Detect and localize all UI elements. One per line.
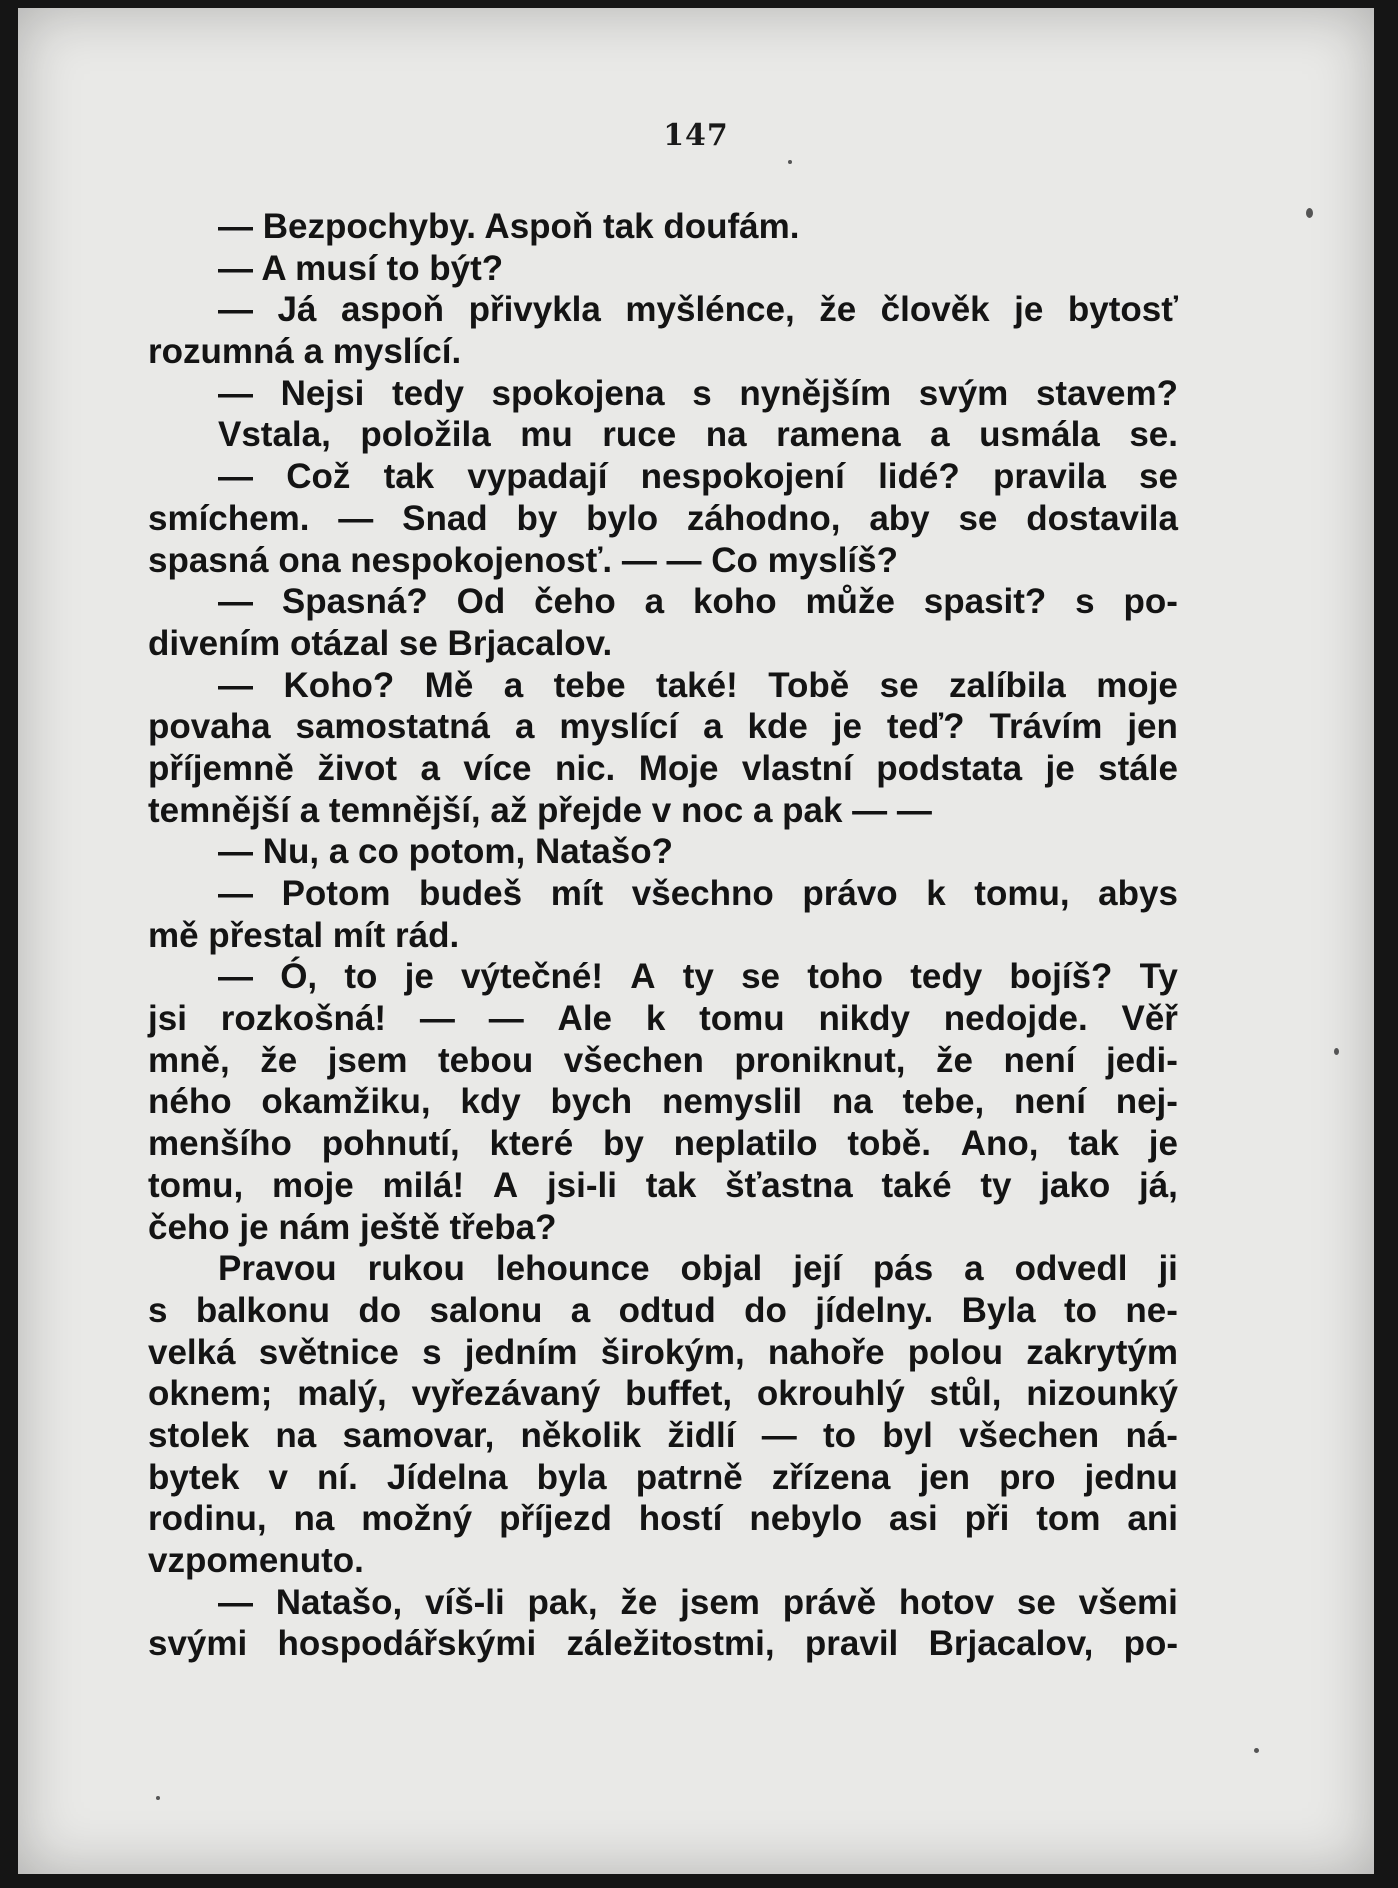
text-line: temnější a temnější, až přejde v noc a pak — — <box>148 790 932 830</box>
text-line: stolek na samovar, několik židlí — to byl všechen ná- <box>148 1415 1178 1455</box>
text-line: — Bezpochyby. Aspoň tak doufám. <box>218 207 800 246</box>
text-line: — Koho? Mě a tebe také! Tobě se zalíbila moje <box>218 665 1178 705</box>
text-line: tomu, moje milá! A jsi-li tak šťastna také ty jako já, <box>148 1165 1178 1205</box>
text-line: ného okamžiku, kdy bych nemyslil na tebe, není nej- <box>148 1082 1178 1122</box>
text-line: čeho je nám ještě třeba? <box>148 1207 557 1247</box>
text-line: Vstala, položila mu ruce na ramena a usmála se. <box>218 415 1178 455</box>
text-line: rodinu, na možný příjezd hostí nebylo asi při tom ani <box>148 1499 1178 1539</box>
paper-speck <box>788 160 792 164</box>
text-line: spasná ona nespokojenosť. — — Co myslíš? <box>148 540 899 580</box>
text-line: mě přestal mít rád. <box>148 915 460 955</box>
paper-speck <box>1306 208 1313 218</box>
text-line: — Natašo, víš-li pak, že jsem právě hotov se všemi <box>218 1582 1178 1622</box>
paper-speck <box>1254 1748 1259 1753</box>
text-line: — Nejsi tedy spokojena s nynějším svým stavem? <box>218 373 1178 413</box>
paper-speck <box>1334 1048 1339 1055</box>
text-line: — Ó, to je výtečné! A ty se toho tedy bojíš? Ty <box>218 957 1178 997</box>
text-line: — Já aspoň přivykla myšlénce, že člověk je bytosť <box>218 290 1178 330</box>
text-line: velká světnice s jedním širokým, nahoře polou zakrytým <box>148 1332 1178 1372</box>
text-line: — Což tak vypadají nespokojení lidé? pravila se <box>218 457 1178 497</box>
text-line: smíchem. — Snad by bylo záhodno, aby se dostavila <box>148 498 1178 538</box>
text-line: rozumná a myslící. <box>148 332 462 372</box>
book-page <box>18 8 1374 1874</box>
text-line: — Spasná? Od čeho a koho může spasit? s po- <box>218 582 1178 622</box>
text-line: Pravou rukou lehounce objal její pás a odvedl ji <box>218 1249 1178 1289</box>
text-line: mně, že jsem tebou všechen proniknut, že není jedi- <box>148 1040 1178 1080</box>
page-number: 147 <box>663 118 729 153</box>
text-line: menšího pohnutí, které by neplatilo tobě. Ano, tak je <box>148 1124 1178 1164</box>
text-line: vzpomenuto. <box>148 1541 364 1580</box>
text-line: příjemně život a více nic. Moje vlastní podstata je stále <box>148 748 1178 788</box>
body-text <box>148 206 1178 1665</box>
text-line: bytek v ní. Jídelna byla patrně zřízena jen pro jednu <box>148 1457 1178 1497</box>
text-line: — A musí to být? <box>218 248 504 288</box>
text-line: — Potom budeš mít všechno právo k tomu, abys <box>218 874 1178 913</box>
paper-speck <box>156 1796 160 1800</box>
text-line: svými hospodářskými záležitostmi, pravil Brjacalov, po- <box>148 1624 1178 1664</box>
text-line: divením otázal se Brjacalov. <box>148 623 613 663</box>
text-line: — Nu, a co potom, Natašo? <box>218 832 674 872</box>
text-line: oknem; malý, vyřezávaný buffet, okrouhlý stůl, nizounký <box>148 1374 1178 1414</box>
text-line: povaha samostatná a myslící a kde je teď? Trávím jen <box>148 707 1178 747</box>
text-line: s balkonu do salonu a odtud do jídelny. Byla to ne- <box>148 1290 1178 1330</box>
text-line: jsi rozkošná! — — Ale k tomu nikdy nedojde. Věř <box>148 999 1178 1039</box>
